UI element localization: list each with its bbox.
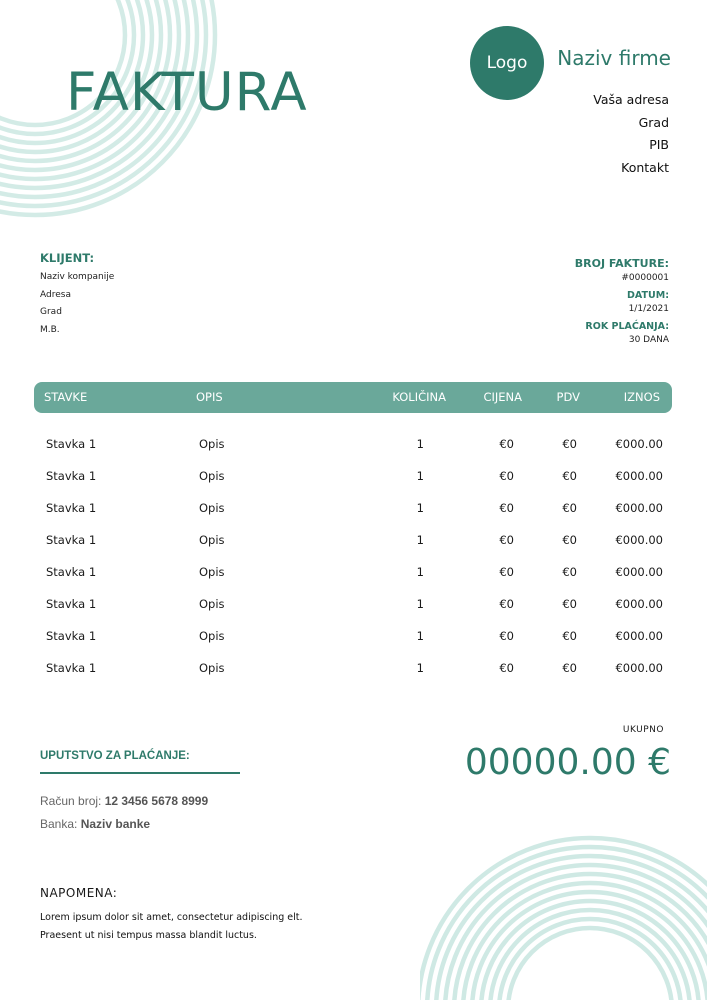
cell-vat: €0 [562, 629, 577, 643]
header-price: CIJENA [483, 390, 522, 404]
bank-label: Banka: [40, 817, 81, 831]
cell-quantity: 1 [416, 469, 424, 483]
invoice-meta [575, 257, 669, 352]
cell-price: €0 [499, 437, 514, 451]
cell-vat: €0 [562, 469, 577, 483]
cell-amount: €000.00 [615, 469, 663, 483]
cell-item: Stavka 1 [46, 501, 97, 515]
cell-price: €0 [499, 501, 514, 515]
table-row [34, 556, 672, 588]
payment-divider [40, 772, 240, 774]
cell-description: Opis [199, 629, 225, 643]
cell-quantity: 1 [416, 597, 424, 611]
table-row [34, 620, 672, 652]
table-row [34, 460, 672, 492]
cell-item: Stavka 1 [46, 629, 97, 643]
header-items: STAVKE [44, 390, 88, 404]
cell-vat: €0 [562, 597, 577, 611]
cell-amount: €000.00 [615, 533, 663, 547]
header-vat: PDV [556, 390, 580, 404]
cell-description: Opis [199, 597, 225, 611]
client-section [40, 251, 114, 339]
table-row [34, 492, 672, 524]
cell-quantity: 1 [416, 501, 424, 515]
note-label: NAPOMENA: [40, 886, 118, 900]
company-tax-id: PIB [649, 137, 669, 152]
header-amount: IZNOS [623, 390, 660, 404]
payment-instructions [40, 750, 240, 831]
cell-price: €0 [499, 661, 514, 675]
items-table-body [34, 428, 672, 684]
total-amount: 00000.00 € [464, 742, 671, 783]
cell-price: €0 [499, 533, 514, 547]
table-row [34, 428, 672, 460]
total-label: UKUPNO [622, 725, 664, 735]
table-row [34, 652, 672, 684]
company-info [593, 89, 669, 179]
table-row [34, 588, 672, 620]
client-address: Adresa [40, 289, 71, 300]
items-table-header [34, 382, 672, 413]
cell-description: Opis [199, 533, 225, 547]
client-reg-no: M.B. [40, 324, 60, 335]
invoice-title: FAKTURA [66, 62, 308, 123]
cell-vat: €0 [562, 565, 577, 579]
decorative-rings-bottom-right [420, 834, 707, 1000]
bank-name: Naziv banke [80, 817, 151, 831]
cell-amount: €000.00 [615, 629, 663, 643]
note-section [40, 886, 303, 945]
client-company: Naziv kompanije [40, 272, 115, 282]
cell-vat: €0 [562, 501, 577, 515]
client-city: Grad [40, 307, 62, 317]
cell-quantity: 1 [416, 533, 424, 547]
account-number: 12 3456 5678 8999 [104, 794, 209, 808]
invoice-number: #0000001 [621, 273, 669, 283]
company-address: Vaša adresa [593, 92, 669, 107]
header-description: OPIS [196, 390, 223, 404]
cell-amount: €000.00 [615, 437, 663, 451]
cell-quantity: 1 [416, 565, 424, 579]
invoice-number-label: BROJ FAKTURE: [574, 257, 669, 270]
cell-vat: €0 [562, 533, 577, 547]
company-city: Grad [638, 114, 669, 130]
cell-description: Opis [199, 437, 225, 451]
cell-price: €0 [499, 597, 514, 611]
cell-vat: €0 [562, 437, 577, 451]
cell-description: Opis [199, 501, 225, 515]
cell-price: €0 [499, 629, 514, 643]
client-label: KLIJENT: [40, 251, 95, 265]
cell-amount: €000.00 [615, 597, 663, 611]
date-label: DATUM: [627, 290, 669, 301]
cell-price: €0 [499, 469, 514, 483]
cell-quantity: 1 [416, 437, 424, 451]
note-line-2: Praesent ut nisi tempus massa blandit luctus. [40, 930, 257, 941]
cell-amount: €000.00 [615, 661, 663, 675]
company-contact: Kontakt [621, 159, 669, 175]
cell-item: Stavka 1 [46, 661, 97, 675]
cell-vat: €0 [562, 661, 577, 675]
cell-amount: €000.00 [615, 565, 663, 579]
cell-description: Opis [199, 469, 225, 483]
note-line-1: Lorem ipsum dolor sit amet, consectetur adipiscing elt. [40, 912, 303, 923]
cell-item: Stavka 1 [46, 597, 97, 611]
header-quantity: KOLIČINA [392, 390, 446, 404]
company-name: Naziv firme [557, 46, 671, 70]
cell-quantity: 1 [416, 661, 424, 675]
account-label: Račun broj: [40, 794, 105, 808]
account-line [40, 794, 240, 808]
invoice-date: 1/1/2021 [628, 304, 669, 314]
cell-amount: €000.00 [615, 501, 663, 515]
logo-text: Logo [486, 53, 528, 73]
cell-quantity: 1 [416, 629, 424, 643]
due-term: 30 DANA [628, 335, 669, 345]
table-row [34, 524, 672, 556]
cell-price: €0 [499, 565, 514, 579]
due-label: ROK PLAĆANJA: [585, 321, 669, 332]
cell-item: Stavka 1 [46, 469, 97, 483]
company-logo [470, 26, 544, 100]
bank-line [40, 817, 240, 831]
cell-item: Stavka 1 [46, 533, 97, 547]
cell-item: Stavka 1 [46, 437, 97, 451]
payment-label: UPUTSTVO ZA PLAĆANJE: [40, 750, 190, 762]
cell-description: Opis [199, 661, 225, 675]
cell-description: Opis [199, 565, 225, 579]
cell-item: Stavka 1 [46, 565, 97, 579]
